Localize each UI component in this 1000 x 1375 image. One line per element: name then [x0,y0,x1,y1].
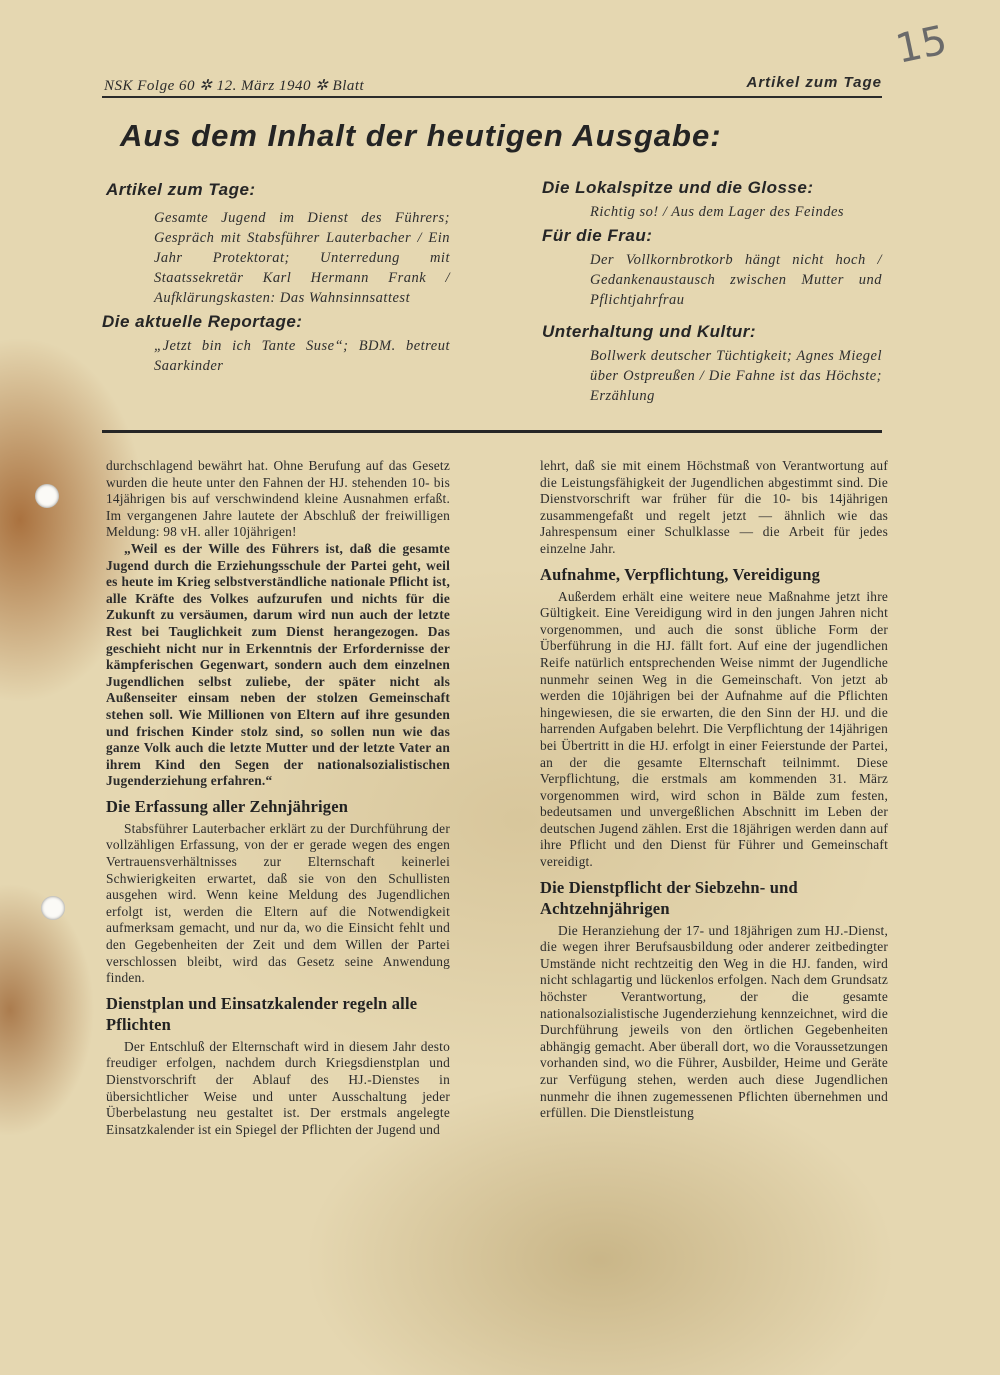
article-paragraph: Die Heranziehung der 17- und 18jährigen zum HJ.-Dienst, die wegen ihrer Berufsausbildung oder anderer zeitbedingter Umstände nicht rechtzeitig den Weg in die HJ. fanden, wird nicht schlagartig und lückenlos erfolgen. Nach dem Grundsatz höchster Verantwortung, der die gesamte nationalsozialistische Jugenderziehung kennzeichnet, wird die Durchführung jeweils von den örtlichen Gegebenheiten abhängig gemacht. Aber überall dort, wo die Voraussetzungen vorhanden sind, wo die Führer, Ausbilder, Heime und Geräte zur Verfügung stehen, werden auch diese Jugendlichen nunmehr die ihnen zugemessenen Pflichten übernehmen und erfüllen. Die Dienstleistung [540,922,888,1121]
article-quote: „Weil es der Wille des Führers ist, daß die gesamte Jugend durch die Erziehungsschule der Partei geht, weil es heute im Krieg selbstverständliche nationale Pflicht ist, alle Kräfte des Volkes aufzurufen und nichts für die Zukunft zu versäumen, darum wird nun auch der letzte Rest bei Tauglichkeit zum Dienst herangezogen. Das geschieht nicht nur in Erkenntnis der Erfordernisse der kämpferischen Gegenwart, sondern auch dem einzelnen Jugendlichen selbst zuliebe, der später nicht als Außenseiter einsam neben der stolzen Gemeinschaft stehen soll. Wie Millionen von Eltern auf ihre gesunden und frischen Kinder stolz sind, so sollen nun wie das ganze Volk auch die letzte Mutter und der letzte Vater an ihrem Kind den Segen der nationalsozialistischen Jugenderziehung erfahren.“ [106,540,450,789]
contents-left [102,180,450,376]
article-subheading: Die Dienstpflicht der Siebzehn- und Achtzehnjährigen [540,877,798,918]
article-paragraph: Außerdem erhält eine weitere neue Maßnahme jetzt ihre Gültigkeit. Eine Vereidigung wird in den jungen Jahren nicht vorgenommen, und auch die sonst übliche Form der Überführung in die HJ. fällt fort. Auf eine der jugendlichen Reife natürlich entsprechenden Weise nimmt der Jugendliche nunmehr seinen Weg in die Gemeinschaft. Von jetzt ab werden die 10jährigen bei der Aufnahme auf die Pflichten hingewiesen, die sie erwarten, die den Sinn der HJ. und die harrenden Aufgaben belehrt. Die Verpflichtung der 14jährigen bei Übertritt in die HJ. erfolgt in einer Feierstunde der Partei, an der die gesamte Elternschaft teilnimmt. Diese Verpflichtung, die erstmals am kommenden 31. März vorgenommen wird, wird schon in Bälde zum festen, bedeutsamen und unvergeßlichen Abschnitt im Leben der deutschen Jugend zählen. Erst die 18jährigen werden dann auf ihre Pflicht und den Dienst für Führer und Gemeinschaft vereidigt. [540,588,888,870]
contents-section-text: Richtig so! / Aus dem Lager des Feindes [590,204,845,220]
article-paragraph: Stabsführer Lauterbacher erklärt zu der Durchführung der vollzähligen Erfassung, von der er gerade wegen des engen Vertrauensverhältnisses zur Elternschaft keinerlei Schwierigkeiten erwartet, daß sie von den Schullisten ausgehen wird. Wenn keine Meldung des Jugendlichen erfolgt ist, werden die Eltern auf die Notwendigkeit aufmerksam gemacht, und nur da, wo die Einsicht fehlt und den Gegebenheiten der Zeit und dem Willen der Partei verschlossen bleibt, wird das Gesetz seine Anwendung finden. [106,820,450,986]
contents-section-text: Der Vollkornbrotkorb hängt nicht hoch / Gedankenaustausch zwischen Mutter und Pflichtjahrfrau [590,252,882,308]
section-header: Artikel zum Tage [746,74,882,91]
header-rule [102,96,882,98]
issue-header: NSK Folge 60 ✲ 12. März 1940 ✲ Blatt [104,78,365,94]
article-column-left [106,458,450,1138]
page-title: Aus dem Inhalt der heutigen Ausgabe: [120,118,722,153]
contents-section-title: Unterhaltung und Kultur: [542,322,757,341]
article-subheading: Aufnahme, Verpflichtung, Vereidigung [540,564,821,584]
contents-section-title: Für die Frau: [542,226,653,245]
article-subheading: Die Erfassung aller Zehnjährigen [106,796,349,816]
article-paragraph: lehrt, daß sie mit einem Höchstmaß von Verantwortung auf die Leistungsfähigkeit der Jugendlichen abgestimmt sind. Die Dienstvorschrift war früher für die 10- bis 14jährigen zusammengefaßt und regelt jetzt — ähnlich wie das Jahrespensum einer Schulklasse — die Arbeit für jedes einzelne Jahr. [540,458,888,556]
article-paragraph: Der Entschluß der Elternschaft wird in diesem Jahr desto freudiger erfolgen, nachdem durch Kriegsdienstplan und Dienstvorschrift der Ablauf des HJ.-Dienstes in übersichtlicher Weise und unter Ausschaltung jeder Überbelastung neu gestaltet ist. Der erstmals angelegte Einsatzkalender ist ein Spiegel der Pflichten der Jugend und [106,1038,450,1137]
page-number-stamp: 15 [891,17,952,73]
contents-section-text: „Jetzt bin ich Tante Suse“; BDM. betreut Saarkinder [154,338,450,374]
contents-section-title: Die aktuelle Reportage: [102,312,303,331]
article-column-right [540,458,888,1122]
punch-hole-bottom [41,896,65,920]
article-paragraph: durchschlagend bewährt hat. Ohne Berufung auf das Gesetz wurden die heute unter den Fahnen der HJ. stehenden 10- bis 14jährigen bis auf verschwindend kleine Ausnahmen erfaßt. Im vergangenen Jahre lautete der Abschluß der freiwilligen Meldung: 98 vH. aller 10jährigen! [106,458,450,540]
article-subheading: Dienstplan und Einsatzkalender regeln alle Pflichten [106,993,418,1034]
punch-hole-top [35,484,59,508]
contents-rule [102,430,882,433]
contents-section-text: Bollwerk deutscher Tüchtigkeit; Agnes Miegel über Ostpreußen / Die Fahne ist das Höchste; Erzählung [590,348,882,404]
contents-section-title: Artikel zum Tage: [106,180,256,199]
contents-section-title: Die Lokalspitze und die Glosse: [542,178,814,197]
contents-section-text: Gesamte Jugend im Dienst des Führers; Gespräch mit Stabsführer Lauterbacher / Ein Jahr Protektorat; Unterredung mit Staatssekretär Karl Hermann Frank / Aufklärungskasten: Das Wahnsinnsattest [154,210,450,306]
contents-right [542,178,882,406]
